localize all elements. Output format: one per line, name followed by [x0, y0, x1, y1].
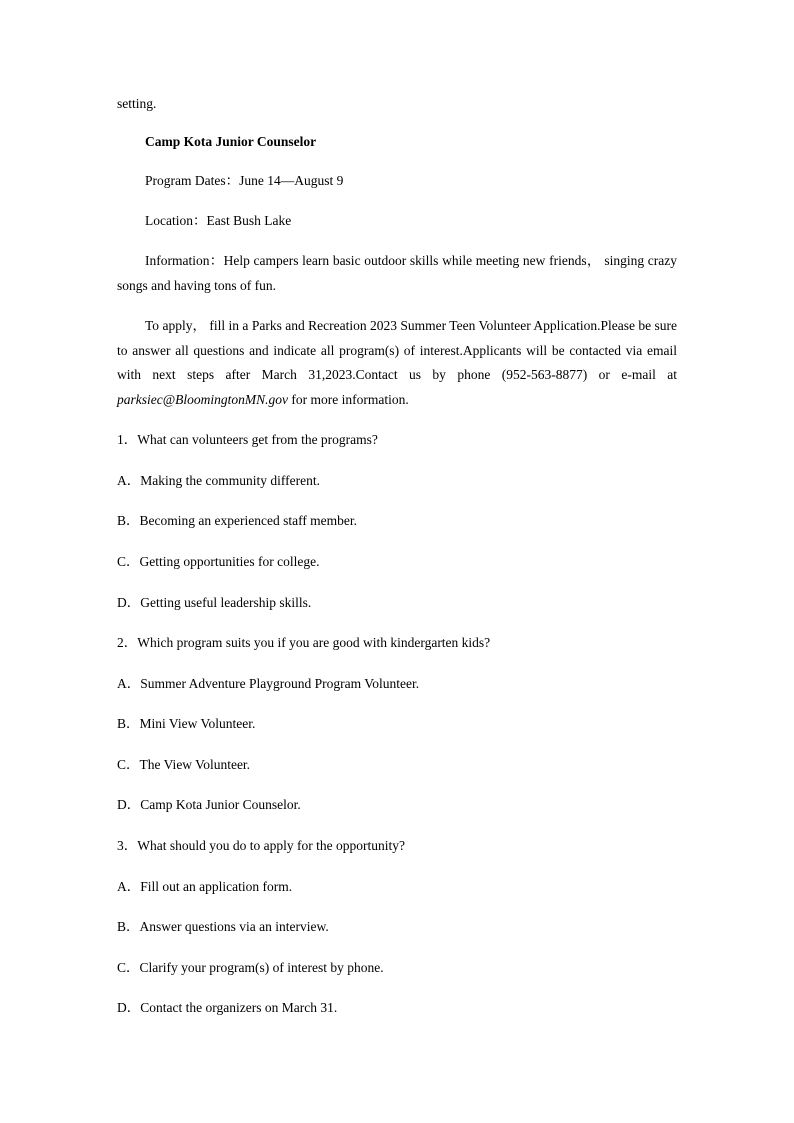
dates-label: Program Dates： — [145, 173, 240, 188]
program-title: Camp Kota Junior Counselor — [145, 134, 317, 149]
question-2-stem: 2．Which program suits you if you are good with kindergarten kids? — [117, 635, 491, 650]
question-2-option-d: D．Camp Kota Junior Counselor. — [117, 797, 301, 812]
apply-paragraph — [117, 314, 677, 412]
info-label: Information： — [145, 253, 224, 268]
program-dates — [145, 169, 677, 193]
question-3-stem: 3．What should you do to apply for the opportunity? — [117, 838, 405, 853]
question-3-option-b: B．Answer questions via an interview. — [117, 919, 329, 934]
location-label: Location： — [145, 213, 207, 228]
program-information — [117, 249, 677, 298]
question-2-option-a: A．Summer Adventure Playground Program Volunteer. — [117, 676, 420, 691]
question-1-option-c: C．Getting opportunities for college. — [117, 554, 320, 569]
info-text: Help campers learn basic outdoor skills while meeting new friends， singing crazy songs and having tons of fun. — [117, 253, 677, 293]
program-location — [145, 209, 677, 233]
question-1-option-d: D．Getting useful leadership skills. — [117, 595, 312, 610]
question-1-option-a: A．Making the community different. — [117, 473, 320, 488]
question-3-option-d: D．Contact the organizers on March 31. — [117, 1000, 338, 1015]
continuation-text: setting. — [117, 96, 157, 111]
question-3-option-c: C．Clarify your program(s) of interest by phone. — [117, 960, 384, 975]
question-2-option-c: C．The View Volunteer. — [117, 757, 251, 772]
question-3-option-a: A．Fill out an application form. — [117, 879, 293, 894]
contact-email: parksiec@BloomingtonMN.gov — [117, 391, 289, 407]
question-1-stem: 1．What can volunteers get from the programs? — [117, 432, 378, 447]
apply-text-end: for more information. — [288, 391, 409, 407]
dates-value: June 14—August 9 — [239, 173, 344, 188]
question-2-option-b: B．Mini View Volunteer. — [117, 716, 256, 731]
location-value: East Bush Lake — [206, 213, 292, 228]
question-1-option-b: B．Becoming an experienced staff member. — [117, 513, 358, 528]
apply-text: To apply， fill in a Parks and Recreation 2023 Summer Teen Volunteer Application.Please be sure to answer all questions and indicate all program(s) of interest.Applicants will be contacted via email with next steps after March 31,2023.Contact us by phone (952-563-8877) or e-mail at — [117, 318, 677, 382]
